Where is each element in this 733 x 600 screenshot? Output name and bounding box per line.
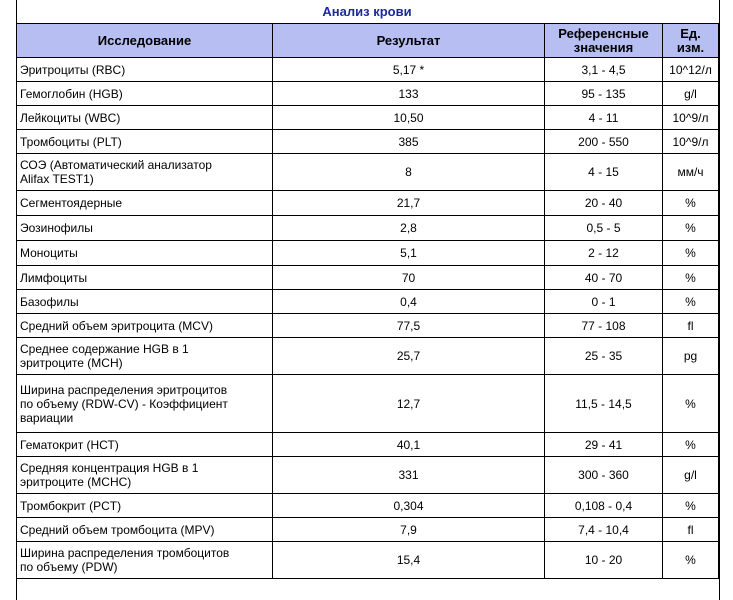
table-row <box>17 494 719 518</box>
row-test-name: Базофилы <box>17 290 273 314</box>
table-row <box>17 375 719 433</box>
row-result: 0,4 <box>273 290 545 314</box>
row-result: 331 <box>273 457 545 494</box>
row-result: 8 <box>273 154 545 191</box>
header-result: Результат <box>273 24 545 58</box>
row-test-name: Эритроциты (RBC) <box>17 58 273 82</box>
row-unit: % <box>663 216 719 241</box>
row-reference: 3,1 - 4,5 <box>545 58 663 82</box>
row-test-name <box>17 338 273 375</box>
row-result: 5,1 <box>273 241 545 266</box>
row-test-name-line2: эритроците (MCH) <box>20 356 123 370</box>
row-unit: % <box>663 542 719 579</box>
row-unit: % <box>663 433 719 457</box>
row-result: 2,8 <box>273 216 545 241</box>
row-unit: 10^9/л <box>663 106 719 130</box>
row-test-name: Средний объем тромбоцита (MPV) <box>17 518 273 542</box>
row-result: 40,1 <box>273 433 545 457</box>
row-test-name: Гематокрит (НСТ) <box>17 433 273 457</box>
row-test-name: Тромбоциты (PLT) <box>17 130 273 154</box>
row-reference: 4 - 15 <box>545 154 663 191</box>
row-test-name-line1: СОЭ (Автоматический анализатор <box>20 158 212 172</box>
table-row <box>17 518 719 542</box>
row-test-name-line1: Ширина распределения тромбоцитов <box>20 546 230 560</box>
row-test-name-line2: Alifax TEST1) <box>20 172 94 186</box>
row-test-name: Средний объем эритроцита (MCV) <box>17 314 273 338</box>
row-result: 7,9 <box>273 518 545 542</box>
row-test-name-line3: вариации <box>20 410 74 425</box>
table-row <box>17 290 719 314</box>
header-reference <box>545 24 663 58</box>
header-test-name: Исследование <box>17 24 273 58</box>
row-unit: fl <box>663 314 719 338</box>
row-reference: 95 - 135 <box>545 82 663 106</box>
row-reference: 300 - 360 <box>545 457 663 494</box>
row-reference: 2 - 12 <box>545 241 663 266</box>
row-test-name-line2: эритроците (MCHC) <box>20 475 132 489</box>
row-test-name: Сегментоядерные <box>17 191 273 216</box>
row-reference: 40 - 70 <box>545 266 663 290</box>
row-test-name: Лейкоциты (WBC) <box>17 106 273 130</box>
table-row <box>17 154 719 191</box>
row-reference: 11,5 - 14,5 <box>545 375 663 433</box>
row-test-name <box>17 375 273 433</box>
row-reference: 200 - 550 <box>545 130 663 154</box>
table-row <box>17 542 719 579</box>
row-result: 25,7 <box>273 338 545 375</box>
row-reference: 20 - 40 <box>545 191 663 216</box>
row-test-name-line1: Средняя концентрация HGB в 1 <box>20 461 199 475</box>
row-unit: g/l <box>663 457 719 494</box>
header-reference-line2: значения <box>573 39 634 55</box>
row-reference: 0,5 - 5 <box>545 216 663 241</box>
row-test-name <box>17 457 273 494</box>
row-reference: 10 - 20 <box>545 542 663 579</box>
header-unit: Ед. изм. <box>663 24 719 58</box>
table-row <box>17 433 719 457</box>
row-result: 15,4 <box>273 542 545 579</box>
row-unit: % <box>663 191 719 216</box>
row-reference: 25 - 35 <box>545 338 663 375</box>
row-test-name: Гемоглобин (HGB) <box>17 82 273 106</box>
table-row <box>17 130 719 154</box>
row-result: 133 <box>273 82 545 106</box>
row-result: 385 <box>273 130 545 154</box>
table-row <box>17 241 719 266</box>
row-test-name-line1: Среднее содержание HGB в 1 <box>20 342 189 356</box>
row-unit: g/l <box>663 82 719 106</box>
row-reference: 7,4 - 10,4 <box>545 518 663 542</box>
table-row <box>17 216 719 241</box>
row-reference: 77 - 108 <box>545 314 663 338</box>
table-row <box>17 457 719 494</box>
row-reference: 4 - 11 <box>545 106 663 130</box>
row-result: 70 <box>273 266 545 290</box>
row-unit: % <box>663 375 719 433</box>
row-unit: 10^12/л <box>663 58 719 82</box>
header-reference-line1: Референсные <box>558 25 649 41</box>
table-row <box>17 82 719 106</box>
row-result: 12,7 <box>273 375 545 433</box>
row-reference: 29 - 41 <box>545 433 663 457</box>
row-unit: % <box>663 266 719 290</box>
row-result: 10,50 <box>273 106 545 130</box>
row-test-name: Тромбокрит (PCT) <box>17 494 273 518</box>
row-unit: pg <box>663 338 719 375</box>
row-result: 21,7 <box>273 191 545 216</box>
table-header-row <box>17 24 719 58</box>
row-test-name: Моноциты <box>17 241 273 266</box>
row-test-name <box>17 154 273 191</box>
row-reference: 0,108 - 0,4 <box>545 494 663 518</box>
row-test-name-line1: Ширина распределения эритроцитов <box>20 382 228 397</box>
row-test-name-line2: по объему (PDW) <box>20 560 118 574</box>
row-result: 5,17 * <box>273 58 545 82</box>
row-unit: 10^9/л <box>663 130 719 154</box>
table-row <box>17 191 719 216</box>
row-unit: мм/ч <box>663 154 719 191</box>
table-row <box>17 338 719 375</box>
row-test-name-line2: по объему (RDW-CV) - Коэффициент <box>20 396 228 411</box>
row-reference: 0 - 1 <box>545 290 663 314</box>
table-row <box>17 314 719 338</box>
table-row <box>17 106 719 130</box>
row-result: 77,5 <box>273 314 545 338</box>
report-title: Анализ крови <box>16 0 718 24</box>
row-result: 0,304 <box>273 494 545 518</box>
row-unit: % <box>663 290 719 314</box>
row-unit: % <box>663 241 719 266</box>
row-test-name: Эозинофилы <box>17 216 273 241</box>
row-test-name <box>17 542 273 579</box>
row-test-name: Лимфоциты <box>17 266 273 290</box>
row-unit: fl <box>663 518 719 542</box>
blood-test-table <box>16 23 719 579</box>
row-unit: % <box>663 494 719 518</box>
table-row <box>17 266 719 290</box>
table-row <box>17 58 719 82</box>
